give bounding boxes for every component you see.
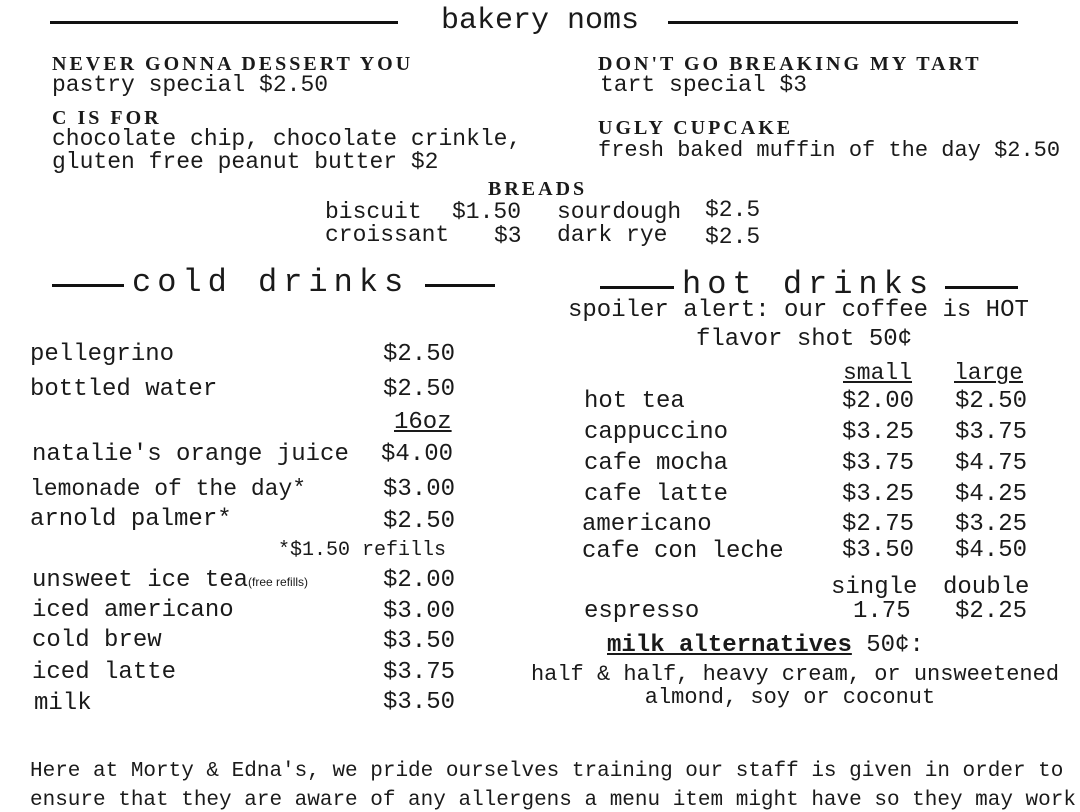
bakery-item-name: DON'T GO BREAKING MY TART (598, 53, 982, 75)
cold-item-price: $3.50 (383, 628, 456, 655)
col-double-header: double (943, 574, 1030, 601)
hot-item-large: $4.50 (955, 537, 1028, 564)
espresso-name: espresso (584, 598, 700, 625)
milk-alternatives-label: milk alternatives (607, 632, 852, 659)
cold-item-name-text: unsweet ice tea (32, 567, 249, 594)
cold-item-name: arnold palmer* (30, 506, 232, 533)
hot-item-name: hot tea (584, 388, 685, 415)
cold-item-price: $4.00 (381, 441, 454, 468)
bread-price: $2.5 (705, 197, 761, 223)
bakery-item-desc: gluten free peanut butter $2 (52, 149, 439, 175)
bakery-item-desc: pastry special $2.50 (52, 72, 329, 98)
hot-item-name: cafe mocha (584, 450, 729, 477)
col-large-header-text: large (954, 360, 1024, 386)
espresso-double-price: $2.25 (955, 598, 1028, 625)
cold-item-name: natalie's orange juice (32, 441, 349, 468)
cold-item-note: (free refills) (248, 575, 309, 589)
hot-item-name: cafe latte (584, 481, 729, 508)
hot-rule-left (600, 286, 674, 289)
hot-subtitle: spoiler alert: our coffee is HOT (568, 297, 1029, 324)
hot-item-large: $2.50 (955, 388, 1028, 415)
cold-drinks-title: cold drinks (132, 264, 410, 301)
hot-item-small: $2.75 (842, 511, 915, 538)
footer-line2: ensure that they are aware of any allergens a menu item might have so they may work (30, 789, 1076, 812)
hot-item-small: $3.25 (842, 419, 915, 446)
bakery-item-name: C IS FOR (52, 107, 162, 129)
cold-item-price: $2.50 (383, 376, 456, 403)
cold-item-name: bottled water (30, 376, 218, 403)
hot-rule-right (945, 286, 1018, 289)
bread-name: sourdough (557, 199, 682, 225)
milk-alternatives-line2: almond, soy or coconut (644, 685, 936, 710)
col-large-header (954, 360, 1023, 386)
hot-item-name: americano (582, 511, 712, 538)
bread-price: $1.50 (452, 199, 522, 225)
cold-rule-right (425, 284, 495, 287)
col-small-header (843, 360, 912, 386)
col-single-header: single (831, 574, 918, 601)
cold-item-price: $2.50 (383, 341, 456, 368)
cold-item-name (32, 567, 308, 594)
cold-item-price: $3.00 (383, 476, 456, 503)
cold-refill-note: *$1.50 refills (278, 539, 447, 562)
cold-item-name: lemonade of the day* (30, 476, 307, 502)
bakery-title: bakery noms (440, 4, 640, 38)
breads-heading: BREADS (488, 178, 588, 200)
cold-item-name: pellegrino (30, 341, 175, 368)
bakery-item-name: UGLY CUPCAKE (598, 117, 794, 139)
hot-item-small: $3.75 (842, 450, 915, 477)
bakery-item-name: NEVER GONNA DESSERT YOU (52, 53, 414, 75)
hot-item-name: cafe con leche (582, 538, 784, 565)
cold-item-name: milk (34, 690, 92, 717)
hot-item-small: $2.00 (842, 388, 915, 415)
flavor-shot: flavor shot 50¢ (696, 326, 913, 353)
hot-item-large: $4.25 (955, 481, 1028, 508)
hot-item-large: $3.25 (955, 511, 1028, 538)
cold-rule-left (52, 284, 124, 287)
hot-item-large: $4.75 (955, 450, 1028, 477)
footer-line1: Here at Morty & Edna's, we pride ourselves training our staff is given in order to (30, 760, 1064, 783)
bread-price: $2.5 (705, 224, 761, 250)
cold-item-name: iced americano (32, 597, 234, 624)
cold-size-label (394, 409, 452, 436)
header-rule-right (668, 21, 1018, 24)
bakery-item-desc: chocolate chip, chocolate crinkle, (52, 126, 522, 152)
cold-item-price: $2.50 (383, 508, 456, 535)
milk-alternatives (607, 632, 924, 659)
col-small-header-text: small (843, 360, 913, 386)
hot-item-small: $3.50 (842, 537, 915, 564)
bread-name: croissant (325, 222, 450, 248)
cold-item-name: cold brew (32, 627, 162, 654)
cold-item-name: iced latte (32, 659, 177, 686)
cold-size-label-text: 16oz (394, 409, 452, 436)
espresso-single-price: 1.75 (853, 598, 911, 625)
hot-item-name: cappuccino (584, 419, 729, 446)
milk-alternatives-price: 50¢: (851, 632, 924, 659)
bread-name: biscuit (325, 199, 422, 225)
cold-item-price: $3.00 (383, 598, 456, 625)
cold-item-price: $3.75 (383, 659, 456, 686)
cold-item-price: $2.00 (383, 567, 456, 594)
bakery-item-desc: fresh baked muffin of the day $2.50 (598, 138, 1061, 163)
bread-price: $3 (494, 223, 522, 249)
bakery-item-desc: tart special $3 (600, 72, 808, 98)
cold-item-price: $3.50 (383, 689, 456, 716)
milk-alternatives-line1: half & half, heavy cream, or unsweetened (530, 662, 1060, 687)
bread-name: dark rye (557, 222, 668, 248)
hot-item-large: $3.75 (955, 419, 1028, 446)
hot-item-small: $3.25 (842, 481, 915, 508)
hot-drinks-title: hot drinks (682, 266, 935, 303)
